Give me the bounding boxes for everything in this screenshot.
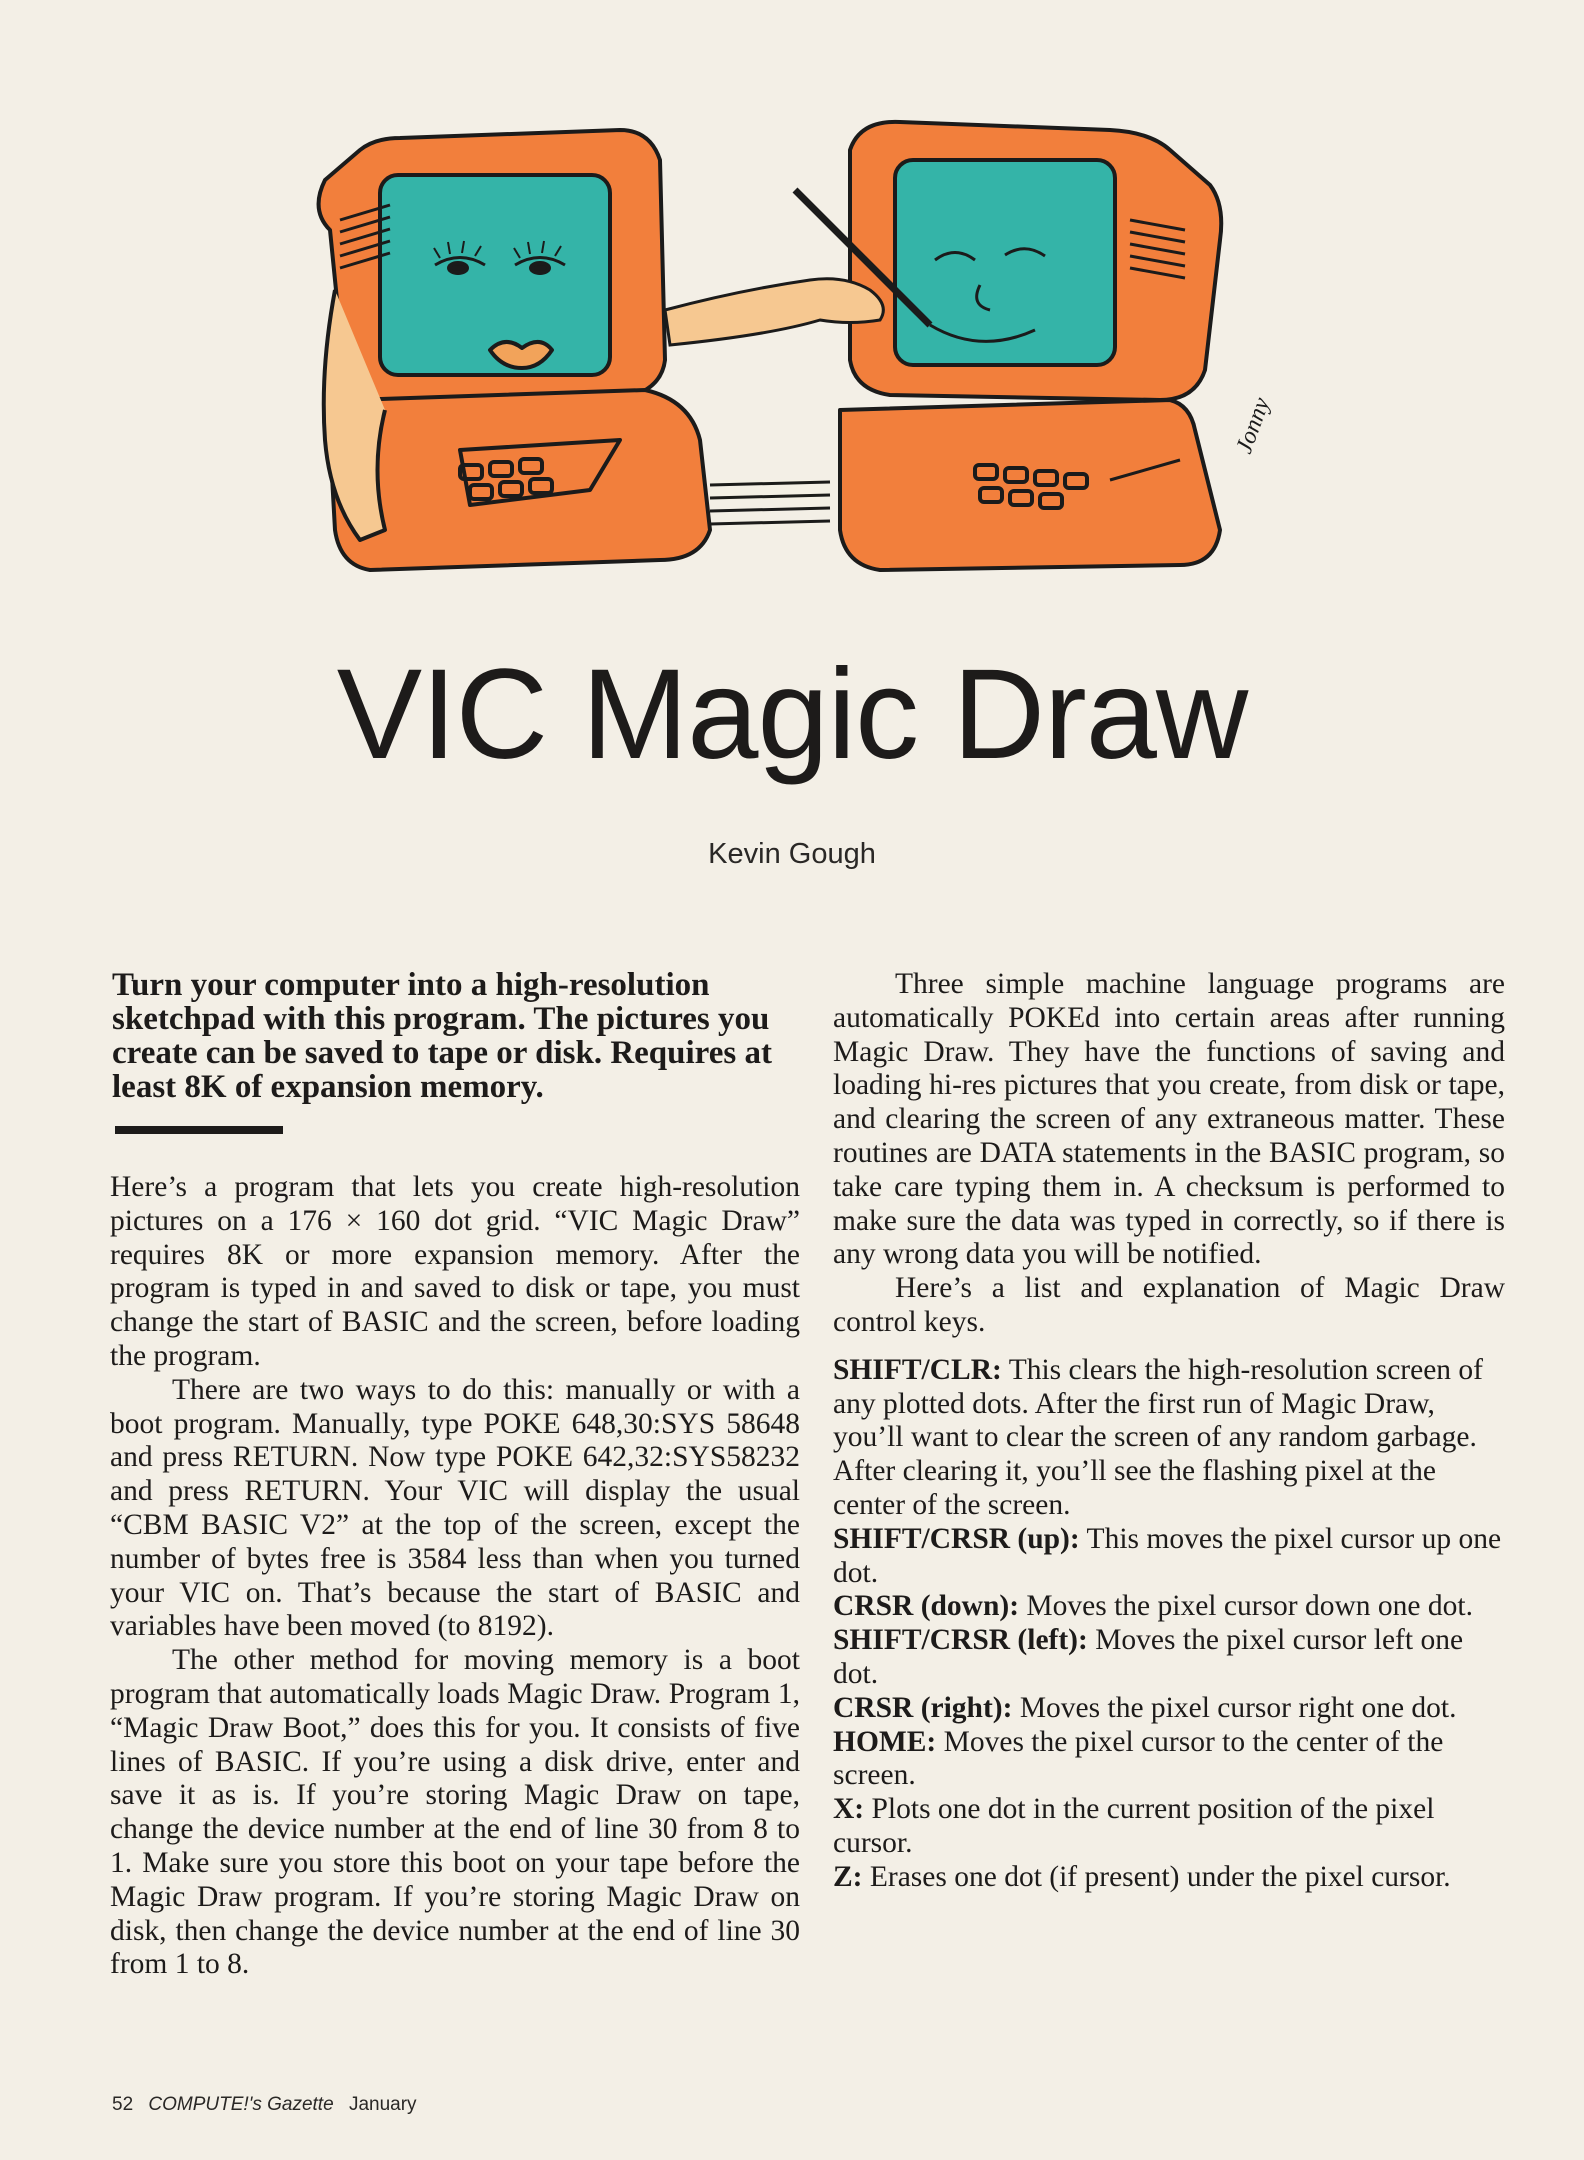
control-key-list xyxy=(833,1354,1505,1895)
left-column xyxy=(110,1171,800,1982)
control-key-item xyxy=(833,1523,1505,1591)
control-key-item xyxy=(833,1590,1505,1624)
control-key-item xyxy=(833,1793,1505,1861)
key-name: CRSR (right): xyxy=(833,1691,1013,1724)
artist-signature: Jonny xyxy=(1231,394,1276,458)
control-key-item xyxy=(833,1726,1505,1794)
control-key-item xyxy=(833,1354,1505,1523)
key-description: Plots one dot in the current position of the pixel cursor. xyxy=(833,1793,1435,1859)
key-name: CRSR (down): xyxy=(833,1590,1020,1623)
key-description: This clears the high-resolution screen of any plotted dots. After the first run of Magic Draw, you’ll want to clear the screen of any random garbage. After clearing it, you’ll see the flashing pixel at the center of the screen. xyxy=(833,1353,1483,1521)
key-name: SHIFT/CLR: xyxy=(833,1353,1002,1386)
key-description: Moves the pixel cursor to the center of the screen. xyxy=(833,1725,1444,1792)
page-number: 52 xyxy=(112,2094,134,2115)
key-name: HOME: xyxy=(833,1725,937,1758)
article-title: VIC Magic Draw xyxy=(336,643,1248,786)
issue-month: January xyxy=(348,2094,417,2115)
divider xyxy=(115,1126,283,1134)
paragraph: There are two ways to do this: manually or with a boot program. Manually, type POKE 648,30:SYS 58648 and press RETURN. Now type POKE 642,32:SYS58232 and press RETURN. Your VIC will display the usual “CBM BASIC V2” at the top of the screen, except the number of bytes free is 3584 less than when you turned your VIC on. That’s because the start of BASIC and variables have been moved (to 8192). xyxy=(110,1373,800,1643)
right-column xyxy=(833,968,1505,1895)
key-name: SHIFT/CRSR (up): xyxy=(833,1522,1080,1555)
control-key-item xyxy=(833,1624,1505,1692)
article-intro: Turn your computer into a high-resolution sketchpad with this program. The pictures you create can be saved to tape or disk. Requires at least 8K of expansion memory. xyxy=(112,967,772,1105)
key-name: SHIFT/CRSR (left): xyxy=(833,1624,1088,1657)
key-description: This moves the pixel cursor up one dot. xyxy=(833,1522,1502,1589)
key-description: Moves the pixel cursor right one dot. xyxy=(1019,1691,1457,1724)
byline: Kevin Gough xyxy=(708,838,876,870)
right-monitor-character xyxy=(840,122,1221,570)
control-key-item xyxy=(833,1692,1505,1726)
paragraph: Three simple machine language programs are automatically POKEd into certain areas after running Magic Draw. They have the functions of saving and loading hi-res pictures that you create, from disk or tape, and clearing the screen of any extraneous matter. These routines are DATA statements in the BASIC program, so take care typing them in. A checksum is performed to make sure the data was typed in correctly, so if there is any wrong data you will be notified. xyxy=(833,968,1505,1271)
illustration-two-monitors xyxy=(290,110,1370,650)
page-footer xyxy=(112,2094,417,2116)
key-description: Moves the pixel cursor down one dot. xyxy=(1026,1590,1473,1623)
left-monitor-character xyxy=(319,130,710,570)
key-description: Erases one dot (if present) under the pixel cursor. xyxy=(869,1860,1451,1893)
key-description: Moves the pixel cursor left one dot. xyxy=(833,1624,1464,1690)
key-name: Z: xyxy=(833,1860,863,1893)
magazine-name: COMPUTE!'s Gazette xyxy=(148,2094,334,2115)
paragraph: Here’s a program that lets you create high-resolution pictures on a 176 × 160 dot grid. “VIC Magic Draw” requires 8K or more expansion memory. After the program is typed in and saved to disk or tape, you must change the start of BASIC and the screen, before loading the program. xyxy=(110,1171,800,1372)
paragraph: The other method for moving memory is a boot program that automatically loads Magic Draw. Program 1, “Magic Draw Boot,” does this for you. It consists of five lines of BASIC. If you’re using a disk drive, enter and save it as is. If you’re storing Magic Draw on tape, change the device number at the end of line 30 from 8 to 1. Make sure you store this boot on your tape before the Magic Draw program. If you’re storing Magic Draw on disk, then change the device number at the end of line 30 from 1 to 8. xyxy=(110,1644,800,1981)
cable-lines xyxy=(710,482,830,524)
key-name: X: xyxy=(833,1793,865,1826)
control-key-item xyxy=(833,1861,1505,1895)
paragraph: Here’s a list and explanation of Magic Draw control keys. xyxy=(833,1272,1505,1338)
